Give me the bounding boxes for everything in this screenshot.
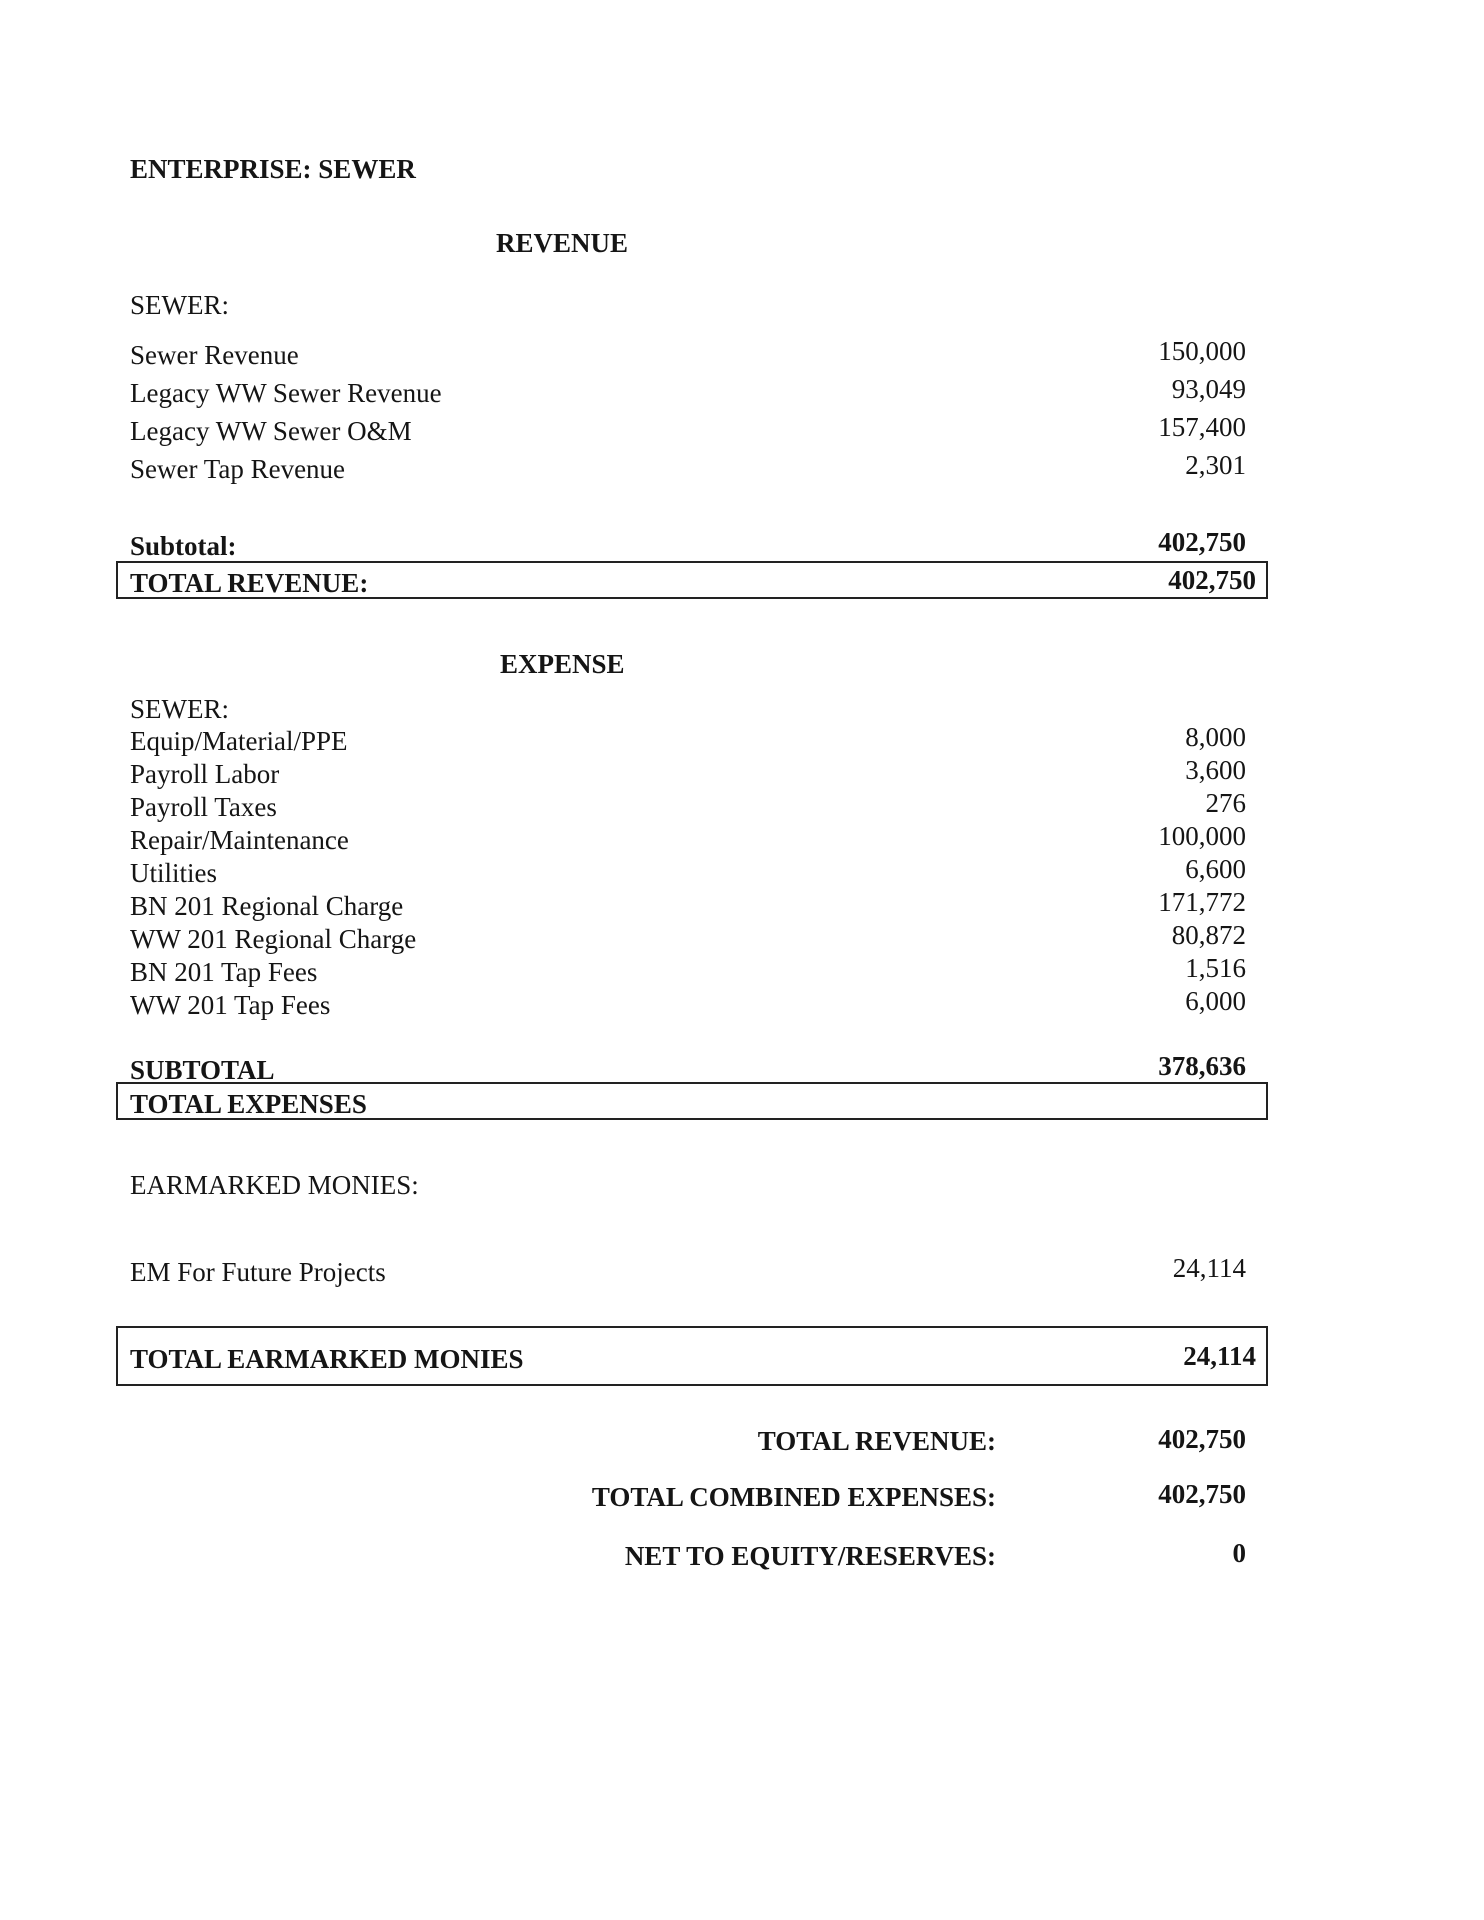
summary-net-value: 0 <box>1232 1538 1246 1568</box>
total-revenue-value: 402,750 <box>1168 565 1256 595</box>
revenue-item-label: Sewer Tap Revenue <box>130 454 346 484</box>
earmarked-item-value: 24,114 <box>1172 1253 1246 1283</box>
expense-item-label: Repair/Maintenance <box>130 825 349 855</box>
summary-total-revenue-label: TOTAL REVENUE: <box>757 1426 996 1456</box>
summary-combined-expenses-value: 402,750 <box>1158 1479 1246 1509</box>
total-revenue-label: TOTAL REVENUE: <box>130 568 369 598</box>
expense-item-label: Payroll Labor <box>130 759 280 789</box>
revenue-item-value: 93,049 <box>1171 374 1246 404</box>
revenue-item-value: 157,400 <box>1158 412 1246 442</box>
revenue-item-value: 2,301 <box>1185 450 1246 480</box>
revenue-item-value: 150,000 <box>1158 336 1246 366</box>
expense-item-value: 100,000 <box>1158 821 1246 851</box>
expense-item-label: WW 201 Regional Charge <box>130 924 417 954</box>
expense-item-label: BN 201 Regional Charge <box>130 891 404 921</box>
expense-subtotal-value: 378,636 <box>1158 1051 1246 1081</box>
expense-group-label: SEWER: <box>130 694 229 724</box>
expense-item-value: 3,600 <box>1185 755 1246 785</box>
revenue-item-label: Sewer Revenue <box>130 340 299 370</box>
total-expenses-label: TOTAL EXPENSES <box>130 1089 367 1119</box>
total-expenses-box <box>116 1082 1268 1120</box>
expense-item-value: 171,772 <box>1158 887 1246 917</box>
revenue-subtotal-value: 402,750 <box>1158 527 1246 557</box>
expense-item-value: 8,000 <box>1185 722 1246 752</box>
expense-item-label: Utilities <box>130 858 217 888</box>
expense-item-value: 80,872 <box>1171 920 1246 950</box>
revenue-subtotal-label: Subtotal: <box>130 531 237 561</box>
summary-combined-expenses-label: TOTAL COMBINED EXPENSES: <box>591 1482 996 1512</box>
expense-item-label: BN 201 Tap Fees <box>130 957 318 987</box>
expense-item-label: Equip/Material/PPE <box>130 726 348 756</box>
expense-section-title: EXPENSE <box>500 649 625 679</box>
earmarked-title: EARMARKED MONIES: <box>130 1170 419 1200</box>
summary-total-revenue-value: 402,750 <box>1158 1424 1246 1454</box>
revenue-item-label: Legacy WW Sewer Revenue <box>130 378 442 408</box>
revenue-group-label: SEWER: <box>130 290 229 320</box>
expense-item-value: 6,600 <box>1185 854 1246 884</box>
summary-net-label: NET TO EQUITY/RESERVES: <box>624 1541 996 1571</box>
total-earmarked-label: TOTAL EARMARKED MONIES <box>130 1344 524 1374</box>
page-title: ENTERPRISE: SEWER <box>130 154 416 184</box>
expense-item-label: WW 201 Tap Fees <box>130 990 331 1020</box>
total-earmarked-value: 24,114 <box>1183 1341 1256 1371</box>
earmarked-item-label: EM For Future Projects <box>130 1257 386 1287</box>
revenue-item-label: Legacy WW Sewer O&M <box>130 416 412 446</box>
expense-item-value: 276 <box>1205 788 1246 818</box>
total-earmarked-box <box>116 1326 1268 1386</box>
revenue-section-title: REVENUE <box>496 228 629 258</box>
expense-subtotal-label: SUBTOTAL <box>130 1055 275 1085</box>
expense-item-value: 1,516 <box>1185 953 1246 983</box>
total-revenue-box <box>116 561 1268 599</box>
expense-item-label: Payroll Taxes <box>130 792 277 822</box>
expense-item-value: 6,000 <box>1185 986 1246 1016</box>
